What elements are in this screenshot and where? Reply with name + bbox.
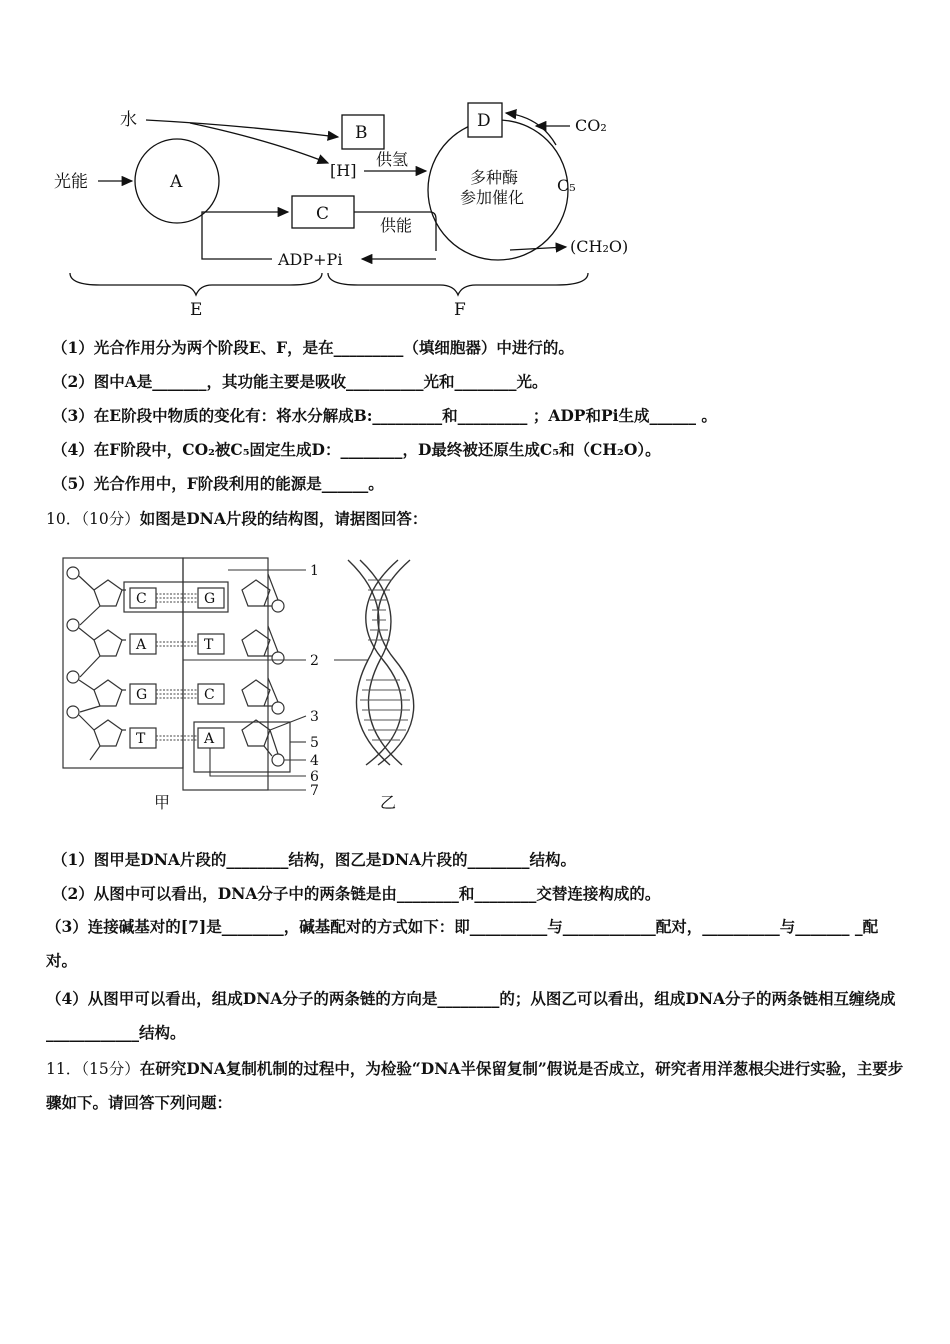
left-backbone [67, 567, 126, 760]
dna-structure-diagram [50, 550, 450, 815]
q9-item-5: （5）光合作用中，F阶段利用的能源是______。 [52, 474, 384, 493]
callout-4: 4 [310, 753, 319, 769]
label-a: A [170, 172, 183, 192]
q11-number: 11．（15分） [46, 1060, 140, 1078]
label-c: C [316, 204, 330, 224]
right-base-a [198, 728, 224, 748]
q10-item-1: （1）图甲是DNA片段的________结构，图乙是DNA片段的________结构。 [52, 850, 577, 869]
svg-text:T: T [204, 637, 214, 653]
caption-yi: 乙 [380, 793, 397, 812]
q10-header-text: 如图是DNA片段的结构图，请据图回答： [139, 509, 428, 528]
ch2o-label: (CH₂O) [570, 237, 629, 256]
svg-text:C: C [136, 591, 147, 607]
q10-item-4: （4）从图甲可以看出，组成DNA分子的两条链的方向是________的；从图乙可以看出，组成DNA分子的两条链相互缠绕成____________结构。 [46, 989, 896, 1042]
callout-6: 6 [310, 769, 319, 785]
left-base-a [130, 634, 156, 654]
label-b: B [355, 123, 368, 143]
svg-text:C: C [204, 687, 215, 703]
label-h: [H] [330, 161, 357, 180]
callout-3: 3 [310, 709, 319, 725]
right-base-g [198, 588, 224, 608]
label-f: F [454, 300, 466, 320]
right-base-t [198, 634, 224, 654]
adp-loop [202, 212, 272, 259]
callout-2: 2 [310, 653, 319, 669]
co2-label: CO₂ [575, 116, 607, 135]
supply-h-label: 供氢 [376, 150, 409, 169]
photosynthesis-diagram [40, 95, 660, 325]
hydrogen-bonds [156, 594, 198, 740]
light-energy-label: 光能 [54, 172, 88, 192]
q10-header [46, 507, 427, 529]
c5-label: C₅ [557, 176, 576, 195]
svg-text:G: G [204, 591, 216, 607]
enzyme-label-2: 参加催化 [460, 188, 525, 207]
left-base-c [130, 588, 156, 608]
q9-item-2: （2）图中A是_______，其功能主要是吸收__________光和________光。 [52, 372, 548, 391]
adp-label: ADP+Pi [278, 250, 343, 269]
right-strand-frame [183, 558, 268, 790]
q9-item-4: （4）在F阶段中，CO₂被C₅固定生成D：________，D最终被还原生成C₅和（CH₂O）。 [52, 440, 661, 459]
q11-paragraph [46, 1052, 906, 1120]
water-label: 水 [120, 110, 137, 130]
svg-text:A: A [136, 637, 147, 653]
q10-item-2: （2）从图中可以看出，DNA分子中的两条链是由________和________交替连接构成的。 [52, 884, 661, 903]
label-e: E [190, 300, 203, 320]
q9-item-1: （1）光合作用分为两个阶段E、F，是在_________（填细胞器）中进行的。 [52, 338, 574, 357]
callout-5: 5 [310, 735, 319, 751]
left-base-t [130, 728, 156, 748]
brace-e [70, 273, 322, 295]
label-d: D [477, 111, 491, 131]
supply-energy-label: 供能 [380, 216, 413, 235]
q10-number: 10．（10分） [46, 510, 140, 528]
double-helix [348, 560, 414, 765]
water-to-b-arrow [146, 120, 338, 137]
q11-text: 在研究DNA复制机制的过程中，为检验“DNA半保留复制”假说是否成立，研究者用洋葱根尖进行实验，主要步骤如下。请回答下列问题： [46, 1059, 904, 1112]
enzyme-label-1: 多种酶 [470, 168, 519, 187]
left-base-g [130, 684, 156, 704]
svg-text:T: T [136, 731, 146, 747]
right-base-c [198, 684, 224, 704]
svg-text:A: A [204, 731, 215, 747]
q10-item-3: （3）连接碱基对的[7]是________，碱基配对的方式如下：即__________与____________配对，__________与_______ _配对。 [46, 917, 879, 970]
brace-f [328, 273, 588, 295]
q9-item-3: （3）在E阶段中物质的变化有：将水分解成B:_________和_________ ；ADP和Pi生成______ 。 [52, 406, 717, 425]
callout-1: 1 [310, 563, 319, 579]
caption-jia: 甲 [154, 793, 171, 812]
right-backbone [242, 574, 284, 766]
svg-text:G: G [136, 687, 148, 703]
callout-7: 7 [310, 783, 319, 799]
